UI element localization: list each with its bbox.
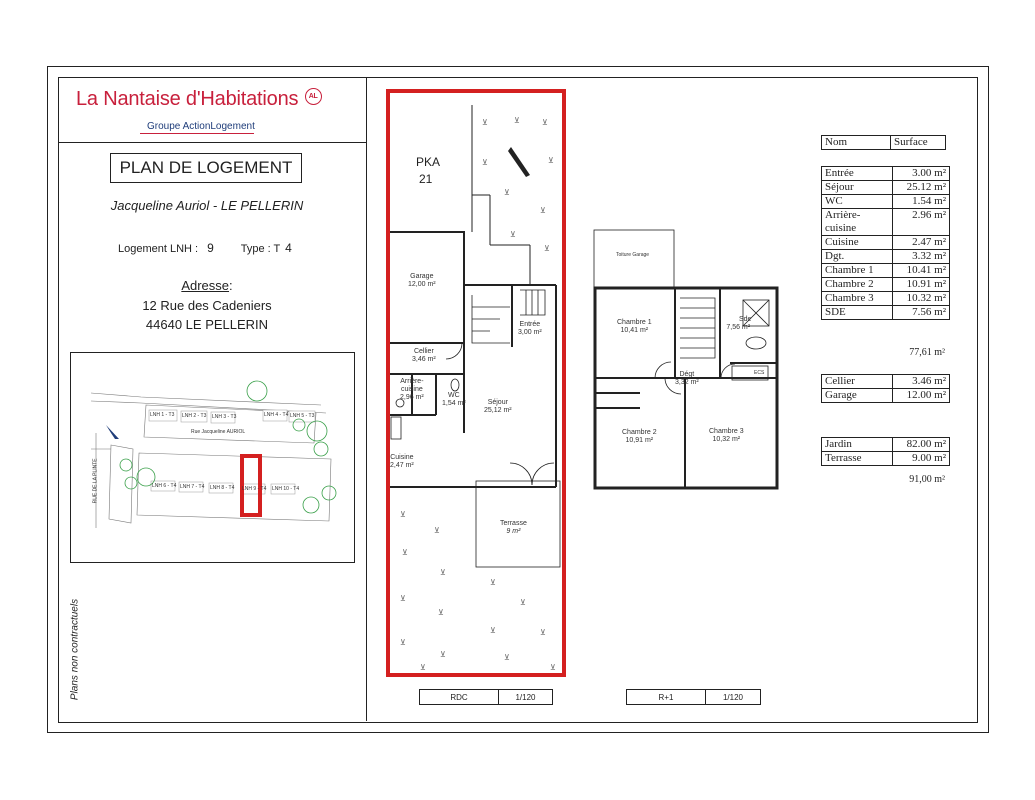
- site-side-label: RUE DE LA PLINTE: [92, 458, 99, 504]
- surface-value: 10.91 m²: [893, 278, 950, 292]
- parking-number: 21: [419, 171, 433, 186]
- surface-row: [822, 389, 950, 403]
- brand-badge-icon: AL: [305, 88, 322, 105]
- site-plan: [70, 352, 355, 563]
- surface-value: 2.47 m²: [893, 236, 950, 250]
- room-entree: [518, 321, 542, 337]
- surface-row: [822, 181, 950, 195]
- room-terrasse-name: Terrasse: [500, 520, 527, 527]
- surface-name: Chambre 1: [822, 264, 893, 278]
- surface-value: 3.32 m²: [893, 250, 950, 264]
- room-chambre3: [709, 428, 744, 444]
- room-entree-area: 3,00 m²: [518, 329, 542, 337]
- surface-row: [822, 264, 950, 278]
- page-title: PLAN DE LOGEMENT: [110, 153, 302, 183]
- site-lot-1: LNH 1 - T3: [150, 412, 175, 418]
- logement-type-value: 4: [285, 241, 292, 255]
- site-lot-7: LNH 7 - T4: [180, 484, 205, 490]
- surface-row: [822, 375, 950, 389]
- surfaces-header-name: Nom: [822, 136, 891, 150]
- site-plan-drawing: [71, 353, 354, 562]
- surface-row: [822, 236, 950, 250]
- address-line1: 12 Rue des Cadeniers: [142, 298, 272, 313]
- room-sejour: [484, 399, 512, 415]
- logement-number: 9: [207, 241, 214, 255]
- surfaces-main-total: 77,61 m²: [909, 347, 945, 358]
- surface-value: 25.12 m²: [893, 181, 950, 195]
- surface-name: Dgt.: [822, 250, 893, 264]
- address-line2: 44640 LE PELLERIN: [145, 317, 269, 332]
- r1-ecs: ECS: [754, 370, 765, 376]
- surface-row: [822, 250, 950, 264]
- surface-value: 10.32 m²: [893, 292, 950, 306]
- room-dgt: [675, 371, 699, 387]
- site-lot-8: LNH 8 - T4: [210, 485, 235, 491]
- logement-type-label: Type : T: [240, 243, 281, 255]
- surface-name: Cuisine: [822, 236, 893, 250]
- room-chambre3-name: Chambre 3: [709, 428, 744, 435]
- rdc-scale-level: RDC: [419, 689, 499, 705]
- svg-text:⊻: ⊻: [542, 118, 548, 127]
- room-garage: [408, 273, 436, 289]
- r1-plan: [590, 228, 782, 492]
- rdc-scale: [419, 689, 553, 705]
- surface-value: 2.96 m²: [893, 209, 950, 236]
- room-wc-area: 1,54 m²: [442, 400, 466, 408]
- surface-name: Chambre 3: [822, 292, 893, 306]
- room-cuisine-area: 2,47 m²: [390, 462, 414, 470]
- surface-value: 7.56 m²: [893, 306, 950, 320]
- surface-name: SDE: [822, 306, 893, 320]
- site-lot-10: LNH 10 - T4: [272, 486, 300, 492]
- room-garage-name: Garage: [410, 273, 434, 280]
- site-lot-4: LNH 4 - T4: [264, 412, 289, 418]
- svg-text:⊻: ⊻: [520, 598, 526, 607]
- brand-logo: [76, 88, 322, 111]
- disclaimer-text: Plans non contractuels: [69, 598, 81, 701]
- room-cuisine: [390, 454, 414, 470]
- svg-text:⊻: ⊻: [482, 118, 488, 127]
- surfaces-outdoor-total: 91,00 m²: [909, 474, 945, 485]
- room-cellier-area: 3,46 m²: [412, 356, 436, 364]
- rdc-scale-ratio: 1/120: [498, 689, 553, 705]
- room-sde-name: Sde: [739, 316, 752, 323]
- surfaces-header-surface: Surface: [891, 136, 946, 150]
- svg-text:⊻: ⊻: [438, 608, 444, 617]
- brand-name: La Nantaise d'Habitations: [76, 88, 299, 110]
- room-wc: [442, 392, 466, 408]
- room-chambre1: [617, 319, 652, 335]
- room-terrasse-area: 9 m²: [506, 528, 521, 536]
- north-arrow-icon: [106, 425, 119, 439]
- svg-text:⊻: ⊻: [490, 578, 496, 587]
- r1-toiture: Toiture Garage: [616, 252, 650, 258]
- svg-text:⊻: ⊻: [420, 663, 426, 672]
- surface-row: [822, 278, 950, 292]
- r1-scale-level: R+1: [626, 689, 706, 705]
- surface-name: Jardin: [822, 438, 893, 452]
- svg-text:⊻: ⊻: [440, 568, 446, 577]
- svg-text:⊻: ⊻: [504, 653, 510, 662]
- room-terrasse: [500, 520, 527, 536]
- svg-text:⊻: ⊻: [510, 230, 516, 239]
- brand-underline: [140, 133, 254, 134]
- surface-name: Chambre 2: [822, 278, 893, 292]
- rdc-north-arrow-icon: [508, 147, 530, 177]
- surface-value: 3.00 m²: [893, 167, 950, 181]
- svg-text:⊻: ⊻: [400, 638, 406, 647]
- room-chambre3-area: 10,32 m²: [712, 436, 741, 444]
- surface-name: Cellier: [822, 375, 893, 389]
- project-subtitle: Jacqueline Auriol - LE PELLERIN: [110, 198, 304, 213]
- logo-divider: [58, 142, 366, 143]
- room-chambre1-area: 10,41 m²: [620, 327, 649, 335]
- room-sde: [725, 316, 751, 332]
- left-divider: [366, 77, 367, 721]
- svg-text:⊻: ⊻: [550, 663, 556, 672]
- room-sejour-name: Séjour: [487, 399, 508, 406]
- room-chambre2-area: 10,91 m²: [625, 437, 654, 445]
- site-lot-2: LNH 2 - T3: [182, 413, 207, 419]
- room-wc-name: WC: [448, 392, 460, 399]
- surface-name: WC: [822, 195, 893, 209]
- surfaces-header: [821, 135, 946, 150]
- svg-text:⊻: ⊻: [540, 628, 546, 637]
- site-lot-9: LNH 9 - T4: [242, 486, 267, 492]
- parking-code: PKA: [416, 155, 441, 169]
- disclaimer: [61, 598, 79, 710]
- logement-label: Logement LNH :: [118, 243, 199, 255]
- room-dgt-name: Dégt: [679, 371, 695, 378]
- svg-text:⊻: ⊻: [434, 526, 440, 535]
- svg-text:⊻: ⊻: [440, 650, 446, 659]
- surface-row: [822, 438, 950, 452]
- surface-value: 3.46 m²: [893, 375, 950, 389]
- site-lot-5: LNH 5 - T3: [290, 413, 315, 419]
- room-chambre2: [622, 429, 657, 445]
- r1-scale: [626, 689, 761, 705]
- svg-text:⊻: ⊻: [402, 548, 408, 557]
- surface-value: 82.00 m²: [893, 438, 950, 452]
- svg-text:⊻: ⊻: [504, 188, 510, 197]
- site-lot-3: LNH 3 - T3: [212, 414, 237, 420]
- surfaces-main: [821, 166, 950, 320]
- surface-row: [822, 209, 950, 236]
- svg-text:⊻: ⊻: [400, 594, 406, 603]
- surface-name: Arrière-cuisine: [822, 209, 893, 236]
- surface-name: Terrasse: [822, 452, 893, 466]
- room-sejour-area: 25,12 m²: [484, 407, 512, 415]
- surface-row: [822, 195, 950, 209]
- site-street-label: Rue Jacqueline AURIOL: [191, 429, 246, 435]
- svg-text:⊻: ⊻: [490, 626, 496, 635]
- surface-name: Entrée: [822, 167, 893, 181]
- r1-scale-ratio: 1/120: [705, 689, 761, 705]
- svg-text:⊻: ⊻: [400, 510, 406, 519]
- room-cuisine-name: Cuisine: [390, 454, 414, 461]
- room-arriere-area: 2,96 m²: [400, 394, 424, 402]
- svg-text:⊻: ⊻: [544, 244, 550, 253]
- surface-row: [822, 306, 950, 320]
- room-sde-area: 7,56 m²: [726, 324, 751, 332]
- logement-info: [118, 241, 292, 255]
- room-cellier-name: Cellier: [413, 348, 434, 355]
- svg-text:⊻: ⊻: [540, 206, 546, 215]
- surface-value: 1.54 m²: [893, 195, 950, 209]
- surface-value: 12.00 m²: [893, 389, 950, 403]
- surfaces-outdoor: [821, 437, 950, 466]
- surface-name: Garage: [822, 389, 893, 403]
- parking-label: [416, 154, 440, 188]
- site-lot-6: LNH 6 - T4: [152, 483, 177, 489]
- room-dgt-area: 3,32 m²: [675, 379, 699, 387]
- surface-value: 9.00 m²: [893, 452, 950, 466]
- room-garage-area: 12,00 m²: [408, 281, 436, 289]
- surface-row: [822, 452, 950, 466]
- svg-text:⊻: ⊻: [548, 156, 554, 165]
- room-arriere-name1: Arrière-: [400, 378, 424, 385]
- surface-name: Séjour: [822, 181, 893, 195]
- svg-text:⊻: ⊻: [482, 158, 488, 167]
- brand-group: Groupe ActionLogement: [147, 121, 255, 132]
- address-label: Adresse: [181, 278, 230, 293]
- surface-value: 10.41 m²: [893, 264, 950, 278]
- svg-text:⊻: ⊻: [514, 116, 520, 125]
- room-chambre1-name: Chambre 1: [617, 319, 652, 326]
- room-arriere: [400, 378, 424, 402]
- surface-row: [822, 292, 950, 306]
- room-chambre2-name: Chambre 2: [622, 429, 657, 436]
- surface-row: [822, 167, 950, 181]
- surfaces-annex: [821, 374, 950, 403]
- address-heading: Adresse:: [181, 278, 233, 293]
- room-arriere-name2: cuisine: [400, 386, 423, 394]
- room-entree-name: Entrée: [519, 321, 541, 328]
- room-cellier: [412, 348, 436, 364]
